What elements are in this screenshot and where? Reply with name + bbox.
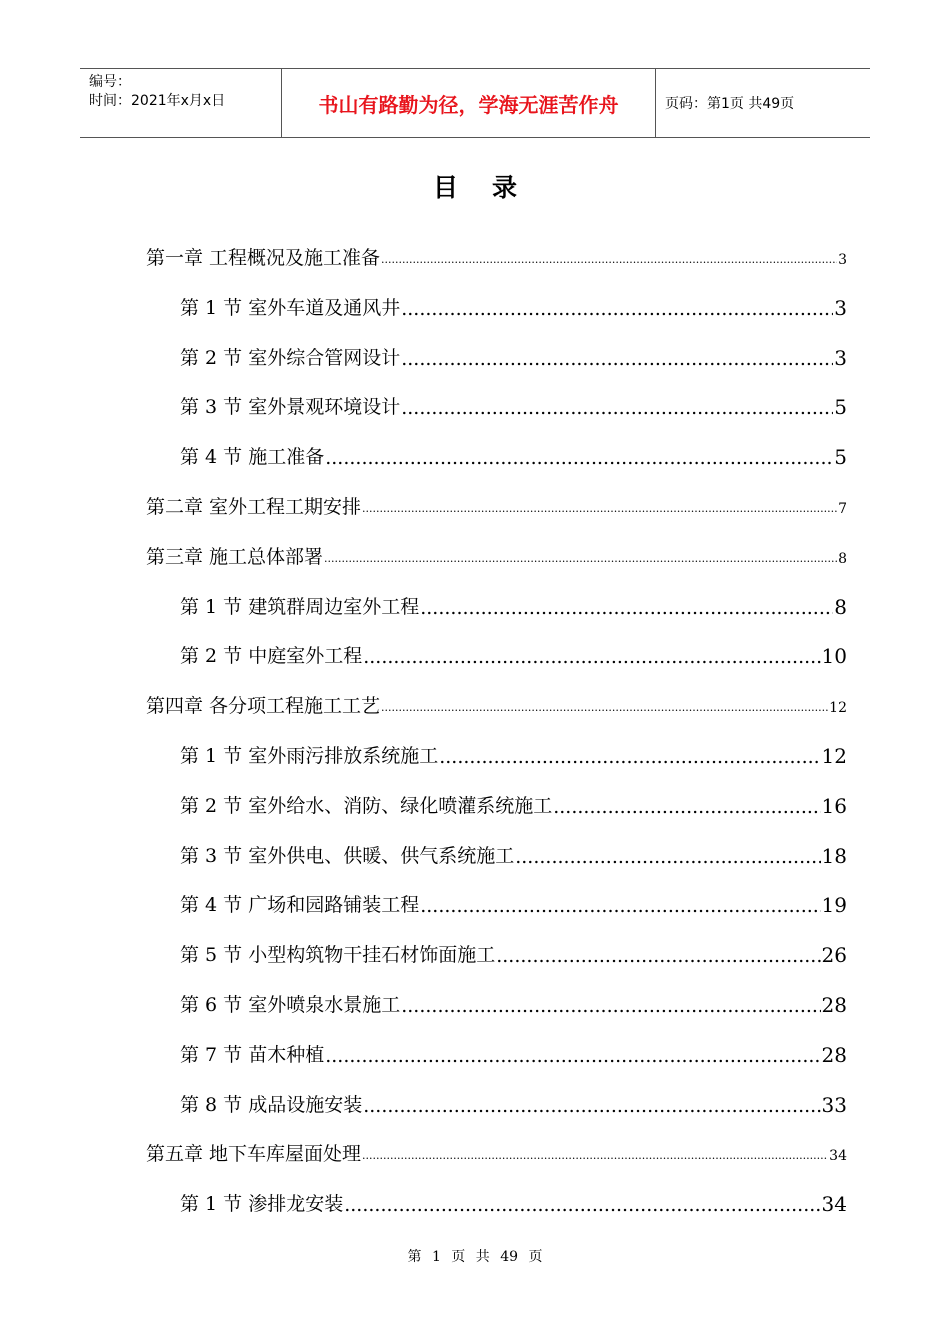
toc-section-entry[interactable] (180, 340, 847, 370)
toc-page-number: 19 (821, 893, 847, 918)
header-meta (80, 69, 282, 137)
toc-chapter-entry[interactable] (146, 489, 847, 519)
toc-dot-leader (496, 945, 820, 967)
toc-section-entry[interactable] (180, 937, 847, 967)
page-footer: 第 1 页 共 49 页 (407, 1249, 543, 1265)
toc-section-entry[interactable] (180, 1186, 847, 1216)
page-header (80, 68, 870, 138)
toc-entry-label: 第 2 节 室外综合管网设计 (180, 346, 401, 369)
document-number-label: 编号： (89, 74, 131, 90)
toc-entry-label: 第 3 节 室外景观环境设计 (180, 396, 401, 419)
toc-entry-label: 第 5 节 小型构筑物干挂石材饰面施工 (180, 944, 496, 967)
toc-section-entry[interactable] (180, 838, 847, 868)
toc-page-number: 16 (821, 793, 847, 818)
toc-dot-leader (439, 746, 820, 768)
toc-page-number: 12 (829, 700, 847, 717)
toc-entry-label: 第 3 节 室外供电、供暖、供气系统施工 (180, 844, 515, 867)
toc-section-entry[interactable] (180, 987, 847, 1017)
toc-chapter-entry[interactable] (146, 240, 847, 270)
toc-section-entry[interactable] (180, 788, 847, 818)
toc-page-number: 10 (821, 644, 847, 669)
toc-dot-leader (401, 348, 833, 370)
toc-entry-label: 第 6 节 室外喷泉水景施工 (180, 994, 401, 1016)
header-page-info: 页码：第1页 共49页 (665, 96, 795, 112)
toc-dot-leader (381, 701, 828, 718)
toc-dot-leader (515, 846, 820, 868)
toc-section-entry[interactable] (180, 439, 847, 469)
toc-section-entry[interactable] (180, 1087, 847, 1117)
toc-entry-label: 第 4 节 施工准备 (180, 446, 325, 469)
toc-dot-leader (420, 597, 833, 619)
toc-entry-label: 第 2 节 室外给水、消防、绿化喷灌系统施工 (180, 794, 553, 817)
toc-page-number: 3 (834, 345, 847, 370)
toc-entry-label: 第三章 施工总体部署 (146, 545, 324, 568)
toc-entry-label: 第 2 节 中庭室外工程 (180, 645, 363, 668)
toc-section-entry[interactable] (180, 589, 847, 619)
toc-page-number: 18 (821, 843, 847, 868)
toc-entry-label: 第五章 地下车库屋面处理 (146, 1143, 362, 1166)
header-motto: 书山有路勤为径，学海无涯苦作舟 (282, 69, 656, 137)
toc-section-entry[interactable] (180, 738, 847, 768)
toc-section-entry[interactable] (180, 638, 847, 668)
toc-entry-label: 第 1 节 建筑群周边室外工程 (180, 595, 420, 618)
toc-entry-label: 第 1 节 渗排龙安装 (180, 1193, 344, 1216)
toc-section-entry[interactable] (180, 1037, 847, 1067)
toc-dot-leader (401, 298, 833, 320)
toc-dot-leader (325, 1045, 820, 1067)
toc-section-entry[interactable] (180, 389, 847, 419)
toc-entry-label: 第一章 工程概况及施工准备 (146, 247, 381, 269)
toc-entry-label: 第四章 各分项工程施工工艺 (146, 695, 381, 718)
toc-dot-leader (401, 397, 833, 419)
toc-page-number: 5 (834, 395, 847, 420)
toc-page-number: 3 (838, 252, 847, 268)
toc-dot-leader (553, 796, 820, 818)
toc-entry-label: 第二章 室外工程工期安排 (146, 496, 362, 518)
toc-section-entry[interactable] (180, 290, 847, 320)
toc-page-number: 5 (834, 445, 847, 470)
toc-dot-leader (362, 1149, 828, 1166)
toc-entry-label: 第 8 节 成品设施安装 (180, 1093, 363, 1116)
toc-dot-leader (363, 646, 820, 668)
toc-section-entry[interactable] (180, 887, 847, 917)
toc-dot-leader (362, 502, 837, 519)
toc-dot-leader (344, 1194, 820, 1216)
toc-page-number: 33 (821, 1092, 847, 1117)
toc-page-number: 8 (834, 594, 847, 619)
toc-page-number: 28 (821, 1042, 847, 1067)
toc-entry-label: 第 1 节 室外车道及通风井 (180, 296, 401, 319)
toc-page-number: 7 (838, 501, 847, 517)
toc-chapter-entry[interactable] (146, 539, 847, 569)
toc-page-number: 34 (829, 1148, 847, 1165)
toc-entry-label: 第 4 节 广场和园路铺装工程 (180, 894, 420, 917)
toc-page-number: 8 (838, 550, 847, 567)
toc-dot-leader (325, 447, 833, 469)
toc-entry-label: 第 7 节 苗木种植 (180, 1043, 325, 1066)
toc-chapter-entry[interactable] (146, 1136, 847, 1166)
toc-page-number: 34 (821, 1192, 847, 1217)
toc-dot-leader (381, 253, 837, 270)
toc-page-number: 3 (834, 295, 847, 320)
toc-title: 目录 (432, 173, 551, 202)
toc-entry-label: 第 1 节 室外雨污排放系统施工 (180, 745, 439, 767)
toc-page-number: 12 (821, 744, 847, 768)
toc-dot-leader (363, 1095, 820, 1117)
toc-page-number: 28 (821, 993, 847, 1017)
toc-chapter-entry[interactable] (146, 688, 847, 718)
document-time-label: 时间：2021年x月x日 (89, 93, 226, 109)
toc-dot-leader (420, 895, 820, 917)
toc-dot-leader (324, 552, 837, 569)
toc-page-number: 26 (821, 943, 847, 968)
toc-dot-leader (401, 995, 820, 1017)
